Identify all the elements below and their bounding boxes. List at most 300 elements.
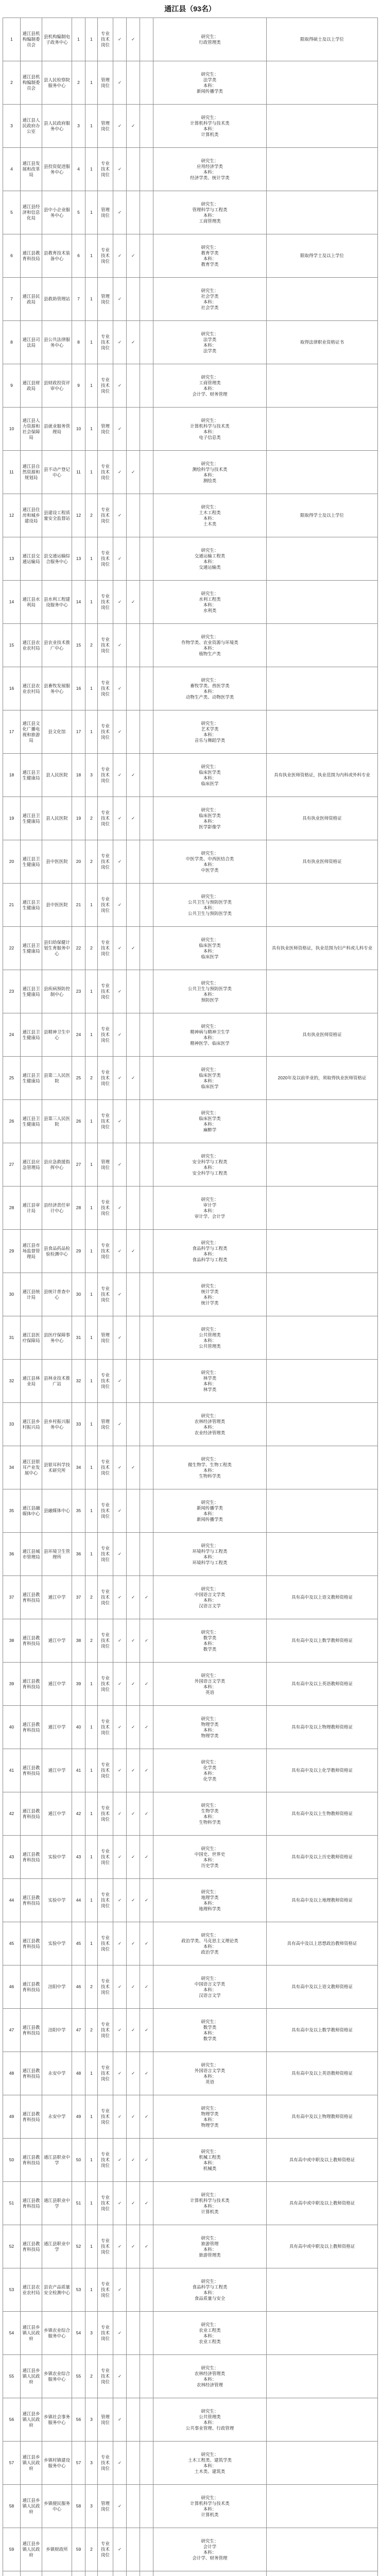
cell-edu: [153, 710, 267, 754]
cell-seq: [3, 1663, 21, 1706]
cell-unit: [21, 1836, 42, 1879]
cell-type: [98, 191, 113, 234]
check-cell: [113, 1965, 127, 2009]
cell-dept: [42, 61, 72, 105]
check-cell: [113, 927, 127, 970]
cell-code: [72, 624, 85, 667]
cell-dept: [42, 2095, 72, 2139]
cell-unit: [21, 1879, 42, 1922]
check-cell: [113, 234, 127, 278]
unit-text: 通江县机构编制委员会: [22, 31, 40, 47]
check-icon: ✓: [117, 2027, 122, 2032]
code-text: 15: [76, 642, 81, 648]
cell-dept: [42, 581, 72, 624]
check-cell: [140, 61, 153, 105]
check-cell: [127, 2052, 140, 2095]
code-text: 28: [76, 1205, 81, 1210]
code-text: 35: [76, 1508, 81, 1513]
cell-dept: [42, 624, 72, 667]
cell-posts: [85, 2095, 98, 2139]
check-cell: [140, 1230, 153, 1273]
cell-posts: [85, 364, 98, 408]
cell-type: [98, 1879, 113, 1922]
cell-seq: [3, 1619, 21, 1663]
cell-req: [267, 2312, 378, 2355]
cell-unit: [21, 884, 42, 927]
cell-code: [72, 191, 85, 234]
unit-text: 通江县教育科技局: [22, 1591, 40, 1603]
cell-req: [267, 1273, 378, 1316]
check-cell: [113, 18, 127, 61]
cell-posts: [85, 18, 98, 61]
cell-unit: [21, 1316, 42, 1360]
check-cell: [140, 927, 153, 970]
check-cell: [113, 1360, 127, 1403]
cell-req: [267, 494, 378, 537]
seq-text: 2: [10, 80, 13, 85]
cell-edu: [153, 1187, 267, 1230]
table-row: [3, 1922, 378, 1965]
seq-text: 32: [9, 1378, 14, 1383]
check-cell: [140, 2355, 153, 2398]
unit-text: 通江县教育科技局: [22, 2241, 40, 2252]
cell-posts: [85, 1879, 98, 1922]
check-cell: [140, 2182, 153, 2225]
check-cell: [140, 2528, 153, 2571]
check-cell: [113, 2052, 127, 2095]
check-cell: [113, 1663, 127, 1706]
check-cell: [127, 191, 140, 234]
unit-text: 通江县医疗保障局: [22, 1332, 40, 1343]
cell-type: [98, 494, 113, 537]
cell-code: [72, 1922, 85, 1965]
table-row: [3, 408, 378, 451]
unit-text: 通江县财政局: [22, 380, 40, 391]
type-text: 专业技术岗位: [100, 896, 110, 913]
seq-text: 23: [9, 989, 14, 994]
cell-edu: [153, 840, 267, 884]
table-row: [3, 364, 378, 408]
check-cell: [113, 2528, 127, 2571]
cell-unit: [21, 2052, 42, 2095]
check-cell: [113, 278, 127, 321]
edu-text: 研究生： 土木工程类 本科： 土木类: [199, 504, 221, 527]
type-text: 专业技术岗位: [100, 2325, 110, 2341]
cell-req: [267, 537, 378, 581]
cell-code: [72, 18, 85, 61]
dept-text: 县精神卫生中心: [43, 1029, 70, 1040]
check-cell: [113, 1187, 127, 1230]
cell-type: [98, 2442, 113, 2485]
check-icon: ✓: [117, 1118, 122, 1124]
dept-text: 实验中学: [48, 1941, 66, 1946]
check-cell: [113, 2442, 127, 2485]
type-text: 专业技术岗位: [100, 2108, 110, 2125]
check-icon: ✓: [144, 1595, 149, 1600]
check-cell: [140, 1316, 153, 1360]
posts-text: 1: [90, 2287, 93, 2292]
cell-code: [72, 537, 85, 581]
cell-type: [98, 2485, 113, 2528]
cell-posts: [85, 2442, 98, 2485]
posts-text: 1: [90, 1768, 93, 1773]
cell-edu: [153, 2485, 267, 2528]
check-cell: [113, 1403, 127, 1446]
type-text: 专业技术岗位: [100, 2281, 110, 2298]
cell-type: [98, 1446, 113, 1489]
check-icon: ✓: [131, 772, 135, 777]
type-text: 专业技术岗位: [100, 810, 110, 826]
cell-req: [267, 1489, 378, 1533]
check-cell: [127, 1706, 140, 1749]
check-cell: [140, 2442, 153, 2485]
check-cell: [113, 1619, 127, 1663]
code-text: 9: [77, 383, 80, 388]
check-icon: ✓: [131, 1854, 135, 1859]
unit-text: 通江县融媒体中心: [22, 1505, 40, 1516]
cell-posts: [85, 1143, 98, 1187]
check-icon: ✓: [144, 1811, 149, 1816]
cell-unit: [21, 1057, 42, 1100]
seq-text: 24: [9, 1032, 14, 1037]
posts-text: 1: [90, 556, 93, 561]
check-icon: ✓: [144, 2244, 149, 2249]
check-cell: [113, 364, 127, 408]
dept-text: 县不动产登记中心: [43, 466, 70, 478]
cell-unit: [21, 710, 42, 754]
table-row: [3, 321, 378, 364]
dept-text: 乡镇财政所: [46, 2547, 68, 2552]
cell-posts: [85, 2571, 98, 2576]
seq-text: 25: [9, 1075, 14, 1080]
dept-text: 县疾病预防控制中心: [43, 986, 70, 997]
cell-req: [267, 970, 378, 1013]
dept-text: 乡镇便民服务中心: [43, 2500, 70, 2512]
code-text: 56: [76, 2417, 81, 2422]
table-row: [3, 1879, 378, 1922]
type-text: 专业技术岗位: [100, 1589, 110, 1605]
seq-text: 59: [9, 2547, 14, 2552]
cell-posts: [85, 1316, 98, 1360]
cell-edu: [153, 408, 267, 451]
check-cell: [140, 1922, 153, 1965]
table-row: [3, 1230, 378, 1273]
cell-posts: [85, 2052, 98, 2095]
check-icon: ✓: [117, 686, 122, 691]
type-text: 管理岗位: [100, 2414, 110, 2425]
cell-dept: [42, 234, 72, 278]
table-row: [3, 1100, 378, 1143]
edu-text: 研究生： 食品科学与工程类 本科： 食品质量与安全: [192, 2278, 228, 2301]
cell-edu: [153, 321, 267, 364]
cell-edu: [153, 970, 267, 1013]
type-text: 专业技术岗位: [100, 1546, 110, 1562]
cell-edu: [153, 2225, 267, 2268]
code-text: 16: [76, 686, 81, 691]
posts-text: 3: [90, 772, 93, 777]
cell-type: [98, 2009, 113, 2052]
cell-unit: [21, 1533, 42, 1576]
cell-req: [267, 1663, 378, 1706]
cell-edu: [153, 1489, 267, 1533]
check-icon: ✓: [144, 1984, 149, 1989]
check-cell: [113, 537, 127, 581]
cell-dept: [42, 2009, 72, 2052]
cell-req: [267, 927, 378, 970]
seq-text: 36: [9, 1551, 14, 1556]
dept-text: 实验中学: [48, 1897, 66, 1903]
cell-dept: [42, 2398, 72, 2442]
check-icon: ✓: [117, 2071, 122, 2076]
cell-type: [98, 581, 113, 624]
page-title: 通江县（93名）: [164, 5, 216, 13]
table-row: [3, 537, 378, 581]
code-text: 52: [76, 2244, 81, 2249]
table-row: [3, 1446, 378, 1489]
check-icon: ✓: [144, 1941, 149, 1946]
posts-text: 1: [90, 2244, 93, 2249]
type-text: 管理岗位: [100, 2500, 110, 2512]
unit-text: 通江县经济和信息化局: [22, 204, 40, 221]
code-text: 1: [77, 37, 80, 42]
unit-text: 通江县农业农村局: [22, 639, 40, 651]
cell-code: [72, 1533, 85, 1576]
edu-text: 研究生： 会计学 本科： 会计学、财务管理: [192, 2538, 228, 2561]
req-text: 具有执业医师资格证: [302, 1032, 342, 1037]
check-icon: ✓: [144, 2114, 149, 2119]
cell-unit: [21, 1100, 42, 1143]
cell-req: [267, 1360, 378, 1403]
check-cell: [113, 1576, 127, 1619]
check-icon: ✓: [117, 1854, 122, 1859]
req-text: 具有执业医师资格证: [302, 859, 342, 864]
cell-type: [98, 1230, 113, 1273]
cell-edu: [153, 1792, 267, 1836]
seq-text: 41: [9, 1768, 14, 1773]
seq-text: 19: [9, 816, 14, 821]
check-cell: [127, 1576, 140, 1619]
cell-code: [72, 710, 85, 754]
cell-req: [267, 1013, 378, 1057]
check-cell: [140, 970, 153, 1013]
check-cell: [127, 840, 140, 884]
dept-text: 县救助管理站: [43, 296, 70, 301]
edu-text: 研究生： 临床医学类 本科： 临床医学: [199, 764, 221, 786]
cell-req: [267, 581, 378, 624]
edu-text: 研究生： 计算机科学与技术类 本科： 计算机类: [190, 2192, 230, 2214]
cell-unit: [21, 1489, 42, 1533]
dept-text: 通江中学: [48, 1768, 66, 1773]
cell-posts: [85, 2268, 98, 2312]
cell-req: [267, 234, 378, 278]
table-row: [3, 191, 378, 234]
edu-text: 研究生： 中国史、世界史 本科： 历史学类: [194, 1845, 226, 1868]
unit-text: 通江县教育科技局: [22, 2154, 40, 2165]
unit-text: 通江县农业农村局: [22, 2284, 40, 2295]
edu-text: 研究生： 机械工程类 本科： 机械类: [199, 2148, 221, 2171]
check-cell: [140, 667, 153, 710]
cell-dept: [42, 148, 72, 191]
cell-type: [98, 2225, 113, 2268]
edu-text: 研究生： 临床医学类 本科： 麻醉学: [199, 1110, 221, 1132]
posts-text: 1: [90, 1292, 93, 1297]
cell-edu: [153, 1273, 267, 1316]
check-cell: [127, 1922, 140, 1965]
check-cell: [127, 2182, 140, 2225]
check-icon: ✓: [117, 1811, 122, 1816]
type-text: 专业技术岗位: [100, 853, 110, 870]
type-text: 管理岗位: [100, 1332, 110, 1343]
dept-text: 县第二人民医院: [43, 1072, 70, 1083]
edu-text: 研究生： 作物学类、农业资源与环境类 本科： 植物生产类: [181, 634, 238, 656]
cell-unit: [21, 1663, 42, 1706]
cell-dept: [42, 1619, 72, 1663]
code-text: 7: [77, 296, 80, 301]
check-icon: ✓: [117, 1984, 122, 1989]
posts-text: 2: [90, 2374, 93, 2379]
code-text: 27: [76, 1162, 81, 1167]
edu-text: 研究生： 管理科学与工程类 本科： 工商管理类: [192, 201, 228, 224]
unit-text: 通江县教育科技局: [22, 2024, 40, 2036]
edu-text: 研究生： 物理学类 本科： 物理学类: [201, 2105, 219, 2128]
cell-dept: [42, 1489, 72, 1533]
req-text: 具有执业医师资格证: [302, 816, 342, 821]
unit-text: 通江县卫生健康局: [22, 942, 40, 954]
check-icon: ✓: [144, 1768, 149, 1773]
cell-edu: [153, 2442, 267, 2485]
cell-req: [267, 2009, 378, 2052]
posts-text: 1: [90, 383, 93, 388]
cell-dept: [42, 1230, 72, 1273]
dept-text: 通江中学: [48, 1811, 66, 1816]
cell-posts: [85, 105, 98, 148]
cell-dept: [42, 2182, 72, 2225]
check-icon: ✓: [117, 2417, 122, 2422]
cell-req: [267, 61, 378, 105]
code-text: 58: [76, 2503, 81, 2509]
check-icon: ✓: [117, 1681, 122, 1686]
code-text: 38: [76, 1638, 81, 1643]
cell-posts: [85, 1360, 98, 1403]
cell-code: [72, 1446, 85, 1489]
seq-text: 8: [10, 340, 13, 345]
cell-dept: [42, 1792, 72, 1836]
cell-dept: [42, 321, 72, 364]
cell-posts: [85, 1836, 98, 1879]
cell-type: [98, 148, 113, 191]
check-icon: ✓: [117, 1162, 122, 1167]
table-row: [3, 1057, 378, 1100]
table-row: [3, 494, 378, 537]
req-text: 具有高中或中职及以上教师资格证: [289, 2244, 355, 2249]
cell-posts: [85, 278, 98, 321]
check-cell: [113, 2009, 127, 2052]
cell-posts: [85, 191, 98, 234]
check-cell: [113, 1879, 127, 1922]
seq-text: 30: [9, 1292, 14, 1297]
cell-req: [267, 1879, 378, 1922]
check-cell: [140, 148, 153, 191]
check-icon: ✓: [131, 2114, 135, 2119]
req-text: 具有高中及以上生物教师资格证: [291, 1811, 353, 1816]
unit-text: 通江县自然资源和规划局: [22, 464, 40, 480]
posts-text: 2: [90, 513, 93, 518]
req-text: 取得法律职业资格证书: [300, 340, 344, 345]
posts-text: 1: [90, 1941, 93, 1946]
check-icon: ✓: [117, 1205, 122, 1210]
code-text: 50: [76, 2157, 81, 2162]
cell-seq: [3, 278, 21, 321]
check-cell: [140, 1273, 153, 1316]
posts-text: 1: [90, 166, 93, 172]
posts-text: 1: [90, 1465, 93, 1470]
cell-unit: [21, 61, 42, 105]
cell-code: [72, 970, 85, 1013]
cell-dept: [42, 970, 72, 1013]
type-text: 专业技术岗位: [100, 1892, 110, 1908]
code-text: 37: [76, 1595, 81, 1600]
cell-dept: [42, 494, 72, 537]
edu-text: 研究生： 农林经济管理类 本科： 农业经济管理类: [194, 1413, 226, 1435]
cell-posts: [85, 61, 98, 105]
check-cell: [140, 1403, 153, 1446]
check-cell: [127, 1403, 140, 1446]
cell-unit: [21, 1965, 42, 2009]
check-cell: [113, 710, 127, 754]
table-row: [3, 2312, 378, 2355]
type-text: 管理岗位: [100, 1418, 110, 1430]
posts-text: 1: [90, 1335, 93, 1340]
type-text: 专业技术岗位: [100, 1978, 110, 1995]
dept-text: 县投资促进服务中心: [43, 163, 70, 175]
cell-posts: [85, 2485, 98, 2528]
type-text: 专业技术岗位: [100, 1199, 110, 1216]
check-cell: [140, 1576, 153, 1619]
posts-text: 1: [90, 426, 93, 431]
cell-edu: [153, 667, 267, 710]
check-cell: [113, 1013, 127, 1057]
check-cell: [140, 451, 153, 494]
edu-text: 研究生： 精神病与精神卫生学 本科： 精神医学、临床医学: [190, 1023, 230, 1046]
edu-text: 研究生： 临床医学类 本科： 临床医学: [199, 937, 221, 959]
req-text: 具有高中或中职及以上教师资格证: [289, 2157, 355, 2162]
cell-unit: [21, 667, 42, 710]
check-cell: [127, 1749, 140, 1792]
check-cell: [140, 1489, 153, 1533]
cell-type: [98, 105, 113, 148]
type-text: 专业技术岗位: [100, 1675, 110, 1692]
check-icon: ✓: [117, 469, 122, 474]
cell-seq: [3, 797, 21, 840]
unit-text: 通江县卫生健康局: [22, 1072, 40, 1083]
req-text: 具有高中及以上英语教师资格证: [291, 1681, 353, 1686]
cell-req: [267, 1836, 378, 1879]
dept-text: 乡镇村镇建设服务中心: [43, 2457, 70, 2468]
table-row: [3, 1619, 378, 1663]
cell-code: [72, 494, 85, 537]
cell-posts: [85, 408, 98, 451]
check-cell: [127, 624, 140, 667]
cell-req: [267, 148, 378, 191]
cell-type: [98, 840, 113, 884]
check-icon: ✓: [117, 340, 122, 345]
cell-posts: [85, 1749, 98, 1792]
cell-edu: [153, 1230, 267, 1273]
type-text: 专业技术岗位: [100, 2022, 110, 2038]
cell-dept: [42, 840, 72, 884]
type-text: 专业技术岗位: [100, 1459, 110, 1476]
table-row: [3, 2528, 378, 2571]
